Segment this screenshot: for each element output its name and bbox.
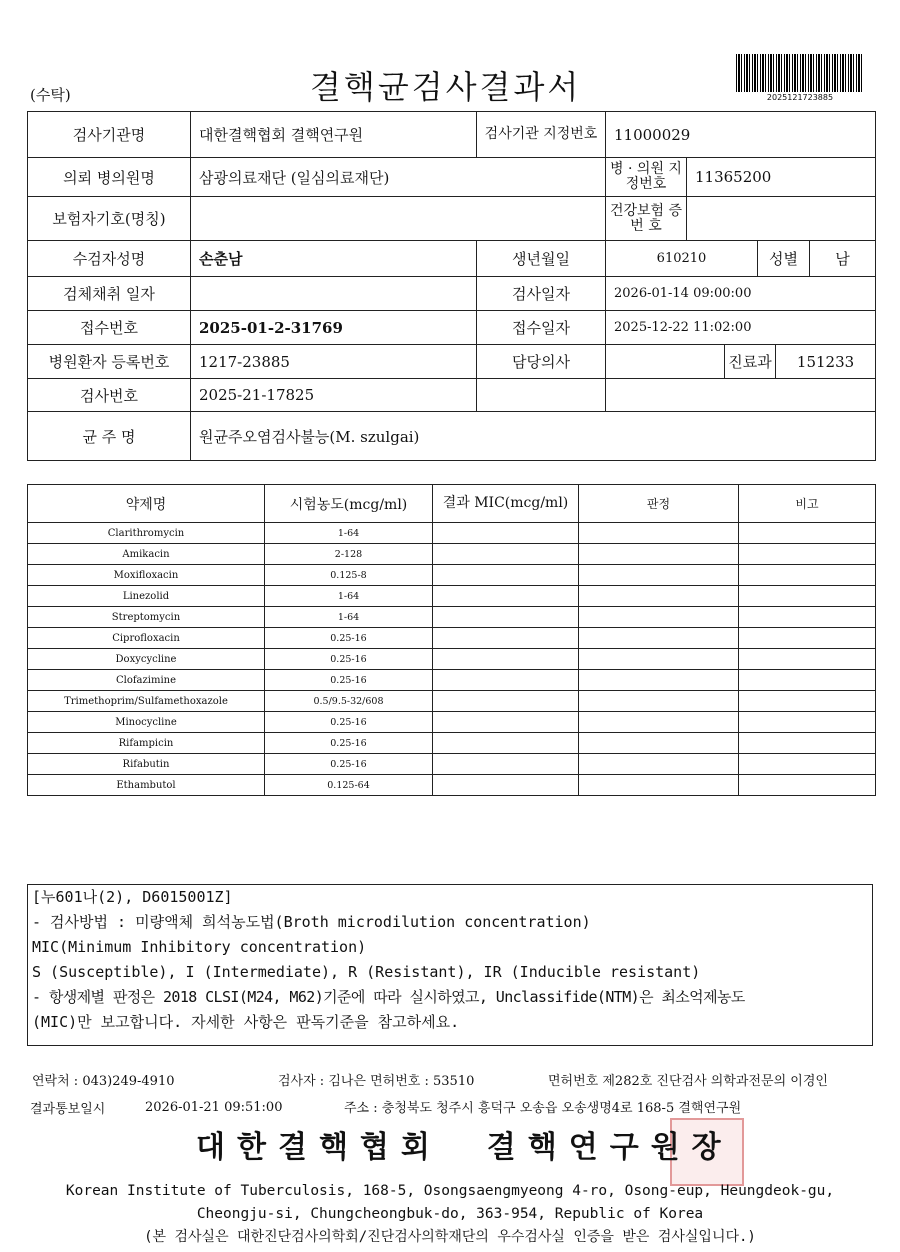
note-code: [누601나(2), D6015001Z] — [32, 888, 233, 906]
drug-name: Rifampicin — [28, 733, 265, 754]
drug-row — [28, 649, 876, 670]
test-date: 2026-01-14 09:00:00 — [606, 277, 876, 311]
contact: 연락처 : 043)249-4910 — [32, 1074, 175, 1089]
interpretation — [579, 628, 739, 649]
note-mic: MIC(Minimum Inhibitory concentration) — [32, 938, 367, 956]
drug-name: Rifabutin — [28, 754, 265, 775]
barcode — [736, 54, 864, 92]
mic-result — [433, 523, 579, 544]
drug-name: Clofazimine — [28, 670, 265, 691]
english-address-line1: Korean Institute of Tuberculosis, 168-5, Osongsaengmyeong 4-ro, Osong-eup, Heungdeok-gu, — [65, 1183, 835, 1199]
interpretation — [579, 733, 739, 754]
certification: (본 검사실은 대한진단검사의학회/진단검사의학재단의 우수검사실 인증을 받은 검사실입니다.) — [144, 1229, 756, 1245]
organism-label: 균 주 명 — [28, 412, 191, 461]
drug-row — [28, 691, 876, 712]
header-concentration: 시험농도(mcg/ml) — [265, 485, 433, 523]
remarks — [739, 670, 876, 691]
organism: 원균주오염검사불능(M. szulgai) — [191, 412, 876, 461]
mic-result — [433, 544, 579, 565]
collection-label: 검체채취 일자 — [28, 277, 191, 311]
report-time: 2026-01-21 09:51:00 — [145, 1100, 283, 1115]
drug-susceptibility-table — [27, 484, 876, 796]
note-legend: S (Susceptible), I (Intermediate), R (Resistant), IR (Inducible resistant) — [32, 963, 701, 981]
insurer-label: 보험자기호(명칭) — [28, 197, 191, 241]
remarks — [739, 628, 876, 649]
test-date-label: 검사일자 — [477, 277, 606, 311]
test-concentration: 0.5/9.5-32/608 — [265, 691, 433, 712]
lab-name-label: 검사기관명 — [28, 112, 191, 158]
english-address-line2: Cheongju-si, Chungcheongbuk-do, 363-954, Republic of Korea — [196, 1206, 704, 1222]
collection-date — [191, 277, 477, 311]
drug-row — [28, 712, 876, 733]
barcode-number: 2025121723885 — [766, 93, 834, 102]
drug-row — [28, 628, 876, 649]
drug-name: Ciprofloxacin — [28, 628, 265, 649]
header-interpretation: 판정 — [579, 485, 739, 523]
note-criteria: - 항생제별 판정은 2018 CLSI(M24, M62)기준에 따라 실시하였고, Unclassifide(NTM)은 최소억제농도 — [32, 988, 745, 1006]
sex-label: 성별 — [758, 241, 810, 277]
interpretation — [579, 649, 739, 670]
hospital-label: 의뢰 병의원명 — [28, 158, 191, 197]
drug-name: Doxycycline — [28, 649, 265, 670]
remarks — [739, 523, 876, 544]
test-concentration: 0.125-8 — [265, 565, 433, 586]
drug-row — [28, 754, 876, 775]
english-address — [0, 1180, 900, 1249]
header-mic: 결과 MIC(mcg/ml) — [433, 485, 579, 523]
receipt-date: 2025-12-22 11:02:00 — [606, 311, 876, 345]
drug-row — [28, 775, 876, 796]
drug-name: Minocycline — [28, 712, 265, 733]
insurer — [191, 197, 606, 241]
patient-info-table — [27, 111, 876, 461]
header-drug: 약제명 — [28, 485, 265, 523]
drug-row — [28, 586, 876, 607]
drug-row — [28, 670, 876, 691]
lab-id-label: 검사기관 지정번호 — [477, 112, 606, 158]
test-concentration: 0.25-16 — [265, 712, 433, 733]
test-concentration: 0.25-16 — [265, 649, 433, 670]
mic-result — [433, 712, 579, 733]
note-criteria-cont: (MIC)만 보고합니다. 자세한 사항은 판독기준을 참고하세요. — [32, 1013, 460, 1031]
remarks — [739, 544, 876, 565]
page-title: 결핵균검사결과서 — [310, 68, 582, 106]
header-remarks: 비고 — [739, 485, 876, 523]
mic-result — [433, 586, 579, 607]
signature: 대한결핵협회 결핵연구원장 — [196, 1130, 733, 1165]
hospital: 삼광의료재단 (일심의료재단) — [191, 158, 606, 197]
commission-tag: (수탁) — [30, 86, 71, 104]
drug-name: Moxifloxacin — [28, 565, 265, 586]
test-concentration: 0.25-16 — [265, 754, 433, 775]
reg-no: 1217-23885 — [191, 345, 477, 379]
remarks — [739, 649, 876, 670]
test-concentration: 1-64 — [265, 607, 433, 628]
interpretation — [579, 670, 739, 691]
remarks — [739, 565, 876, 586]
remarks — [739, 754, 876, 775]
test-concentration: 0.25-16 — [265, 733, 433, 754]
test-concentration: 0.25-16 — [265, 628, 433, 649]
mic-result — [433, 670, 579, 691]
test-concentration: 0.125-64 — [265, 775, 433, 796]
drug-row — [28, 565, 876, 586]
reg-no-label: 병원환자 등록번호 — [28, 345, 191, 379]
doctor-label: 담당의사 — [477, 345, 606, 379]
test-no-label: 검사번호 — [28, 379, 191, 412]
hospital-id: 11365200 — [687, 158, 876, 197]
remarks — [739, 775, 876, 796]
address: 주소 : 충청북도 청주시 흥덕구 오송읍 오송생명4로 168-5 결핵연구원 — [344, 1101, 742, 1116]
tester: 검사자 : 김나은 면허번호 : 53510 — [278, 1074, 475, 1089]
remarks — [739, 712, 876, 733]
insurance-no — [687, 197, 876, 241]
interpretation — [579, 607, 739, 628]
physician: 면허번호 제282호 진단검사 의학과전문의 이경인 — [548, 1074, 828, 1089]
dob: 610210 — [606, 241, 758, 277]
patient-name: 손춘남 — [191, 241, 477, 277]
lab-name: 대한결핵협회 결핵연구원 — [191, 112, 477, 158]
mic-result — [433, 691, 579, 712]
sex: 남 — [810, 241, 876, 277]
test-concentration: 0.25-16 — [265, 670, 433, 691]
interpretation — [579, 691, 739, 712]
drug-name: Ethambutol — [28, 775, 265, 796]
interpretation — [579, 586, 739, 607]
receipt-no: 2025-01-2-31769 — [191, 311, 477, 345]
test-concentration: 1-64 — [265, 523, 433, 544]
drug-row — [28, 607, 876, 628]
drug-name: Streptomycin — [28, 607, 265, 628]
report-label: 결과통보일시 — [30, 1102, 106, 1117]
dept: 151233 — [776, 345, 876, 379]
mic-result — [433, 754, 579, 775]
interpretation — [579, 712, 739, 733]
drug-row — [28, 523, 876, 544]
note-method: - 검사방법 : 미량액체 희석농도법(Broth microdilution concentration) — [32, 913, 591, 931]
drug-name: Amikacin — [28, 544, 265, 565]
drug-name: Linezolid — [28, 586, 265, 607]
dob-label: 생년월일 — [477, 241, 606, 277]
remarks — [739, 607, 876, 628]
remarks — [739, 691, 876, 712]
interpretation — [579, 754, 739, 775]
interpretation — [579, 565, 739, 586]
receipt-no-label: 접수번호 — [28, 311, 191, 345]
hospital-id-label: 병 · 의원 지정번호 — [606, 158, 687, 197]
test-concentration: 1-64 — [265, 586, 433, 607]
drug-row — [28, 733, 876, 754]
mic-result — [433, 628, 579, 649]
mic-result — [433, 775, 579, 796]
test-concentration: 2-128 — [265, 544, 433, 565]
dept-label: 진료과 — [725, 345, 776, 379]
interpretation — [579, 544, 739, 565]
interpretation — [579, 523, 739, 544]
notes-box — [27, 884, 873, 1046]
drug-name: Trimethoprim/Sulfamethoxazole — [28, 691, 265, 712]
receipt-date-label: 접수일자 — [477, 311, 606, 345]
mic-result — [433, 649, 579, 670]
drug-row — [28, 544, 876, 565]
lab-id: 11000029 — [606, 112, 876, 158]
interpretation — [579, 775, 739, 796]
mic-result — [433, 733, 579, 754]
mic-result — [433, 565, 579, 586]
remarks — [739, 733, 876, 754]
patient-label: 수검자성명 — [28, 241, 191, 277]
test-no: 2025-21-17825 — [191, 379, 477, 412]
doctor — [606, 345, 725, 379]
insurance-no-label: 건강보험 증 번 호 — [606, 197, 687, 241]
remarks — [739, 586, 876, 607]
mic-result — [433, 607, 579, 628]
drug-name: Clarithromycin — [28, 523, 265, 544]
